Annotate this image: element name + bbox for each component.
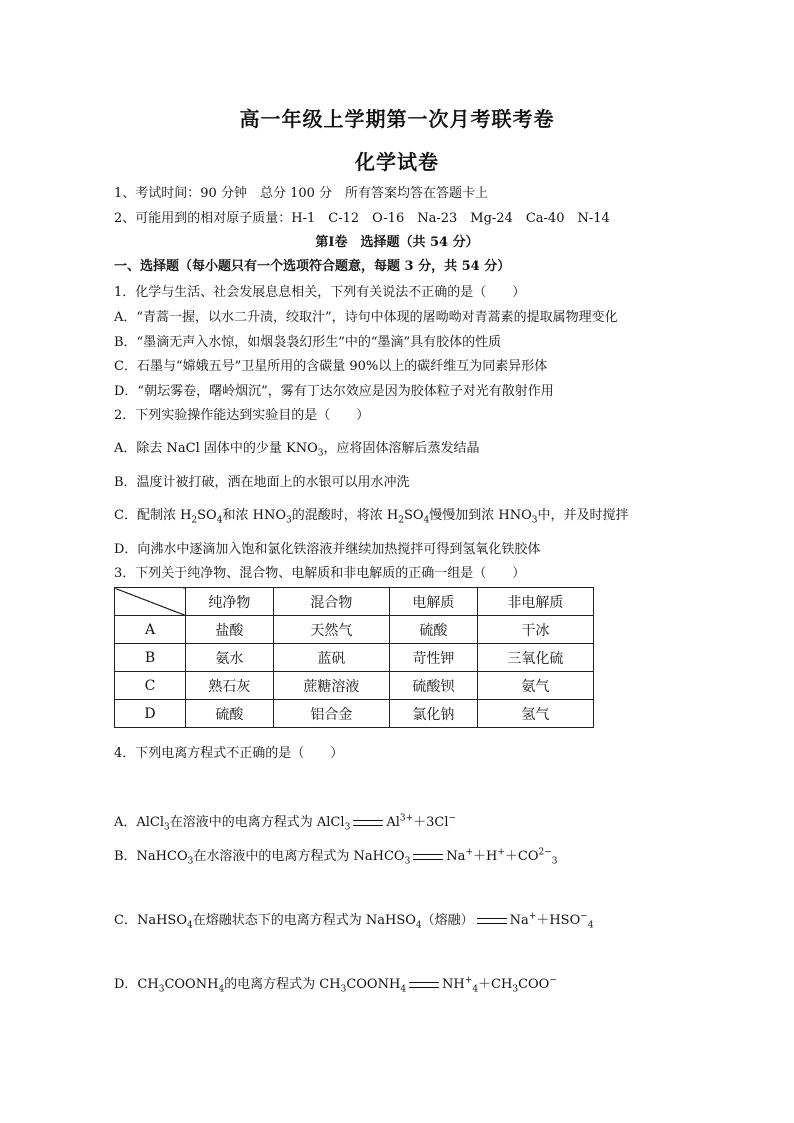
q4-d-part: COO: [518, 977, 550, 992]
equals-sign: [353, 820, 383, 826]
q4-a-part: Al: [386, 815, 400, 830]
table-cell: 苛性钾: [389, 644, 477, 672]
q4-b-part: B．NaHCO: [114, 849, 188, 864]
q3-table: [114, 587, 594, 728]
q4-option-b: B．NaHCO$_3$在水溶液中的电离方程式为 NaHCO$_3$ $Na^++H^++CO^{2-}_3$: [114, 847, 558, 867]
q3-stem: 3．下列关于纯净物、混合物、电解质和非电解质的正确一组是（ ）: [114, 566, 526, 581]
equals-sign: [477, 918, 507, 924]
equals-sign: [409, 982, 439, 988]
q1-option-d: D．“朝坛雾卷，曙岭烟沉”，雾有丁达尔效应是因为胶体粒子对光有散射作用: [114, 384, 554, 399]
table-cell: 蓝矾: [273, 644, 389, 672]
table-cell: B: [115, 644, 186, 672]
exam-title: 高一年级上学期第一次月考联考卷: [239, 107, 555, 131]
q4-b-part: ＋H: [472, 849, 498, 864]
q4-d-part: COONH: [164, 977, 219, 992]
q4-a-part: ＋3Cl: [413, 815, 449, 830]
q2-option-d: D．向沸水中逐滴加入饱和氯化铁溶液并继续加热搅拌可得到氢氧化铁胶体: [114, 542, 541, 557]
q4-option-a: A．AlCl$_3$在溶液中的电离方程式为 AlCl$_3$ $Al^{3+}+3Cl^-$: [114, 813, 457, 833]
table-header: 电解质: [389, 588, 477, 616]
table-header: 混合物: [273, 588, 389, 616]
section-title: 一、选择题（每小题只有一个选项符合题意，每题 3 分，共 54 分）: [114, 259, 511, 274]
q4-d-part: ＋CH: [478, 977, 513, 992]
q2-c-part: 慢慢加到浓 HNO: [429, 508, 532, 523]
table-cell: 氢气: [477, 700, 593, 728]
q1-stem: 1．化学与生活、社会发展息息相关，下列有关说法不正确的是（ ）: [114, 285, 526, 300]
q4-stem: 4．下列电离方程式不正确的是（ ）: [114, 746, 344, 761]
note-2: 2、可能用到的相对原子质量：H-1 C-12 O-16 Na-23 Mg-24 Ca-40 N-14: [114, 211, 610, 226]
table-cell: 氨水: [186, 644, 274, 672]
q4-c-part: （熔融）: [421, 913, 474, 928]
q4-c-part: Na: [509, 913, 529, 928]
table-cell: 干冰: [477, 616, 593, 644]
table-header-row: [115, 588, 594, 616]
table-cell: 蔗糖溶液: [273, 672, 389, 700]
q2-c-part: C．配制浓 H: [114, 508, 192, 523]
q4-option-d: D．$CH_3COONH_4$的电离方程式为 $CH_3COONH_4$ $NH^+_4+CH_3COO^-$: [114, 975, 557, 995]
q2-a-post: ，应将固体溶解后蒸发结晶: [323, 441, 480, 456]
equals-sign: [413, 854, 443, 860]
q2-a-pre: A．除去 NaCl 固体中的少量 KNO: [114, 441, 318, 456]
q4-c-part: 在熔融状态下的电离方程式为 NaHSO: [192, 913, 416, 928]
q4-option-c: C．NaHSO$_4$在熔融状态下的电离方程式为 NaHSO$_4$（熔融） $Na^++HSO^-_4$: [114, 911, 594, 931]
q2-option-a: A．除去 NaCl 固体中的少量 $KNO_3$，应将固体溶解后蒸发结晶: [114, 441, 480, 459]
q4-b-part: ＋CO: [504, 849, 539, 864]
table-cell: 天然气: [273, 616, 389, 644]
table-row: [115, 700, 594, 728]
q4-d-part: 的电离方程式为 CH: [224, 977, 341, 992]
q4-a-part: A．AlCl: [114, 815, 165, 830]
q2-c-part: 中，并及时搅拌: [537, 508, 629, 523]
table-cell: 硫酸: [186, 700, 274, 728]
table-cell: A: [115, 616, 186, 644]
q1-option-c: C．石墨与“嫦娥五号”卫星所用的含碳量 90%以上的碳纤维互为同素异形体: [114, 359, 548, 374]
table-cell: 氯化钠: [389, 700, 477, 728]
table-cell: 熟石灰: [186, 672, 274, 700]
table-cell: 三氧化硫: [477, 644, 593, 672]
q4-d-part: COONH: [346, 977, 401, 992]
table-header: 非电解质: [477, 588, 593, 616]
table-header: 纯净物: [186, 588, 274, 616]
part-title: 第Ⅰ卷 选择题（共 54 分）: [315, 235, 479, 250]
table-cell: 氨气: [477, 672, 593, 700]
table-cell: 盐酸: [186, 616, 274, 644]
q2-option-c: C．配制浓 $H_2SO_4$和浓 $HNO_3$的混酸时，将浓 $H_2SO_4$慢慢加到浓 $HNO_3$中，并及时搅拌: [114, 508, 629, 526]
q2-c-part: SO: [197, 508, 217, 523]
table-row: [115, 672, 594, 700]
q1-option-a: A．“青蒿一握，以水二升渍，绞取汁”，诗句中体现的屠呦呦对青蒿素的提取属物理变化: [114, 310, 618, 325]
note-1: 1、考试时间：90 分钟 总分 100 分 所有答案均答在答题卡上: [114, 186, 489, 201]
q4-a-part: 在溶液中的电离方程式为 AlCl: [169, 815, 345, 830]
q4-c-part: ＋HSO: [536, 913, 581, 928]
table-cell: C: [115, 672, 186, 700]
q4-b-part: 在水溶液中的电离方程式为 NaHCO: [193, 849, 405, 864]
q2-option-b: B．温度计被打破，洒在地面上的水银可以用水冲洗: [114, 475, 410, 490]
q2-c-part: SO: [403, 508, 424, 523]
q2-c-part: 和浓 HNO: [222, 508, 286, 523]
diagonal-cell: [115, 588, 186, 616]
table-row: [115, 616, 594, 644]
q2-c-part: 的混酸时，将浓 H: [291, 508, 399, 523]
table-cell: D: [115, 700, 186, 728]
q1-option-b: B．“墨滴无声入水惊，如烟袅袅幻形生”中的“墨滴”具有胶体的性质: [114, 335, 502, 350]
q4-d-part: D．CH: [114, 977, 159, 992]
q4-d-part: NH: [442, 977, 465, 992]
table-cell: 硫酸: [389, 616, 477, 644]
table-row: [115, 644, 594, 672]
q4-c-part: C．NaHSO: [114, 913, 187, 928]
q4-b-part: Na: [446, 849, 466, 864]
exam-subtitle: 化学试卷: [355, 150, 439, 174]
q2-stem: 2．下列实验操作能达到实验目的是（ ）: [114, 408, 370, 423]
table-cell: 硫酸钡: [389, 672, 477, 700]
table-cell: 铝合金: [273, 700, 389, 728]
